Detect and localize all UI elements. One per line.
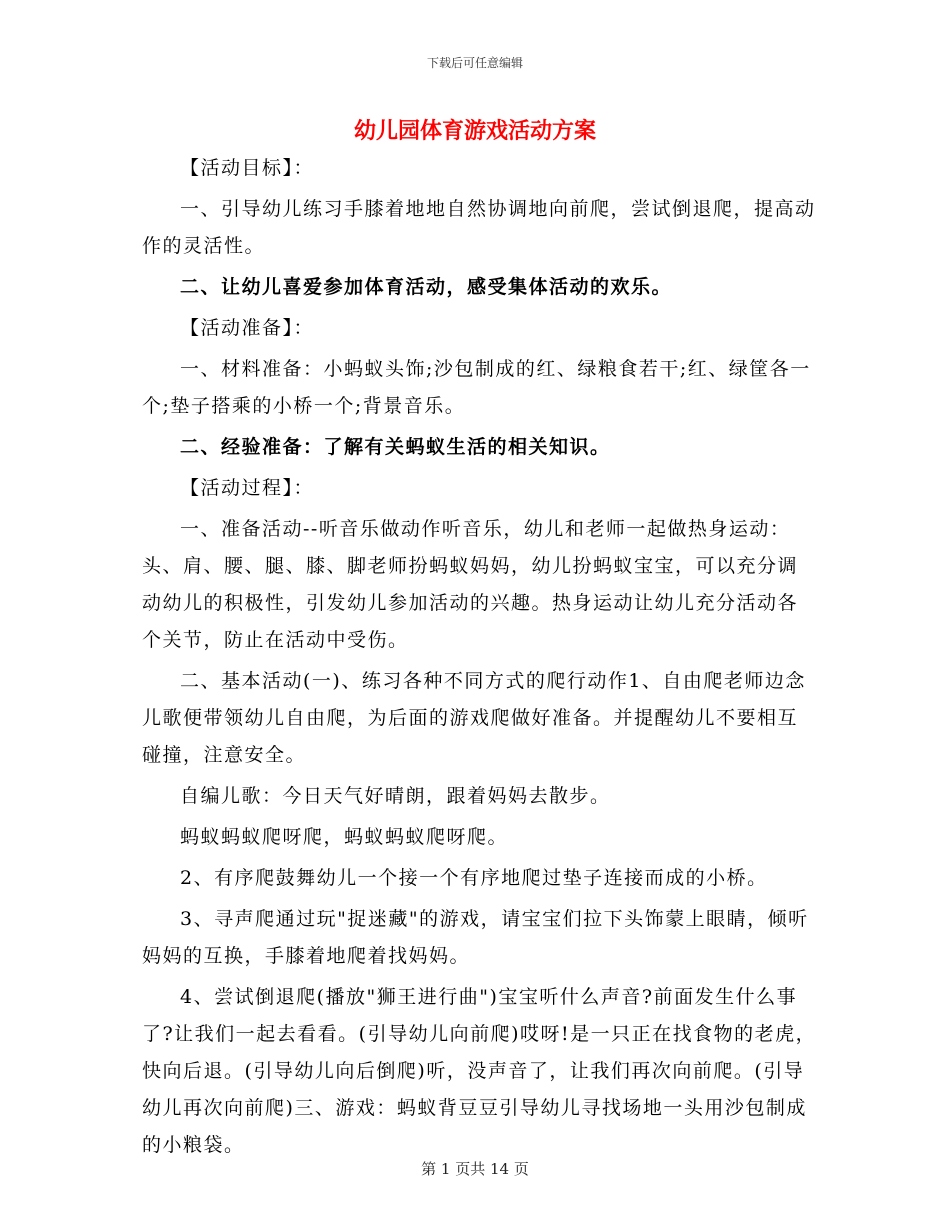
paragraph: 3、寻声爬通过玩"捉迷藏"的游戏，请宝宝们拉下头饰蒙上眼睛，倾听妈妈的互换，手膝着地爬着找妈妈。 <box>142 908 809 967</box>
paragraph-bold: 二、让幼儿喜爱参加体育活动，感受集体活动的欢乐。 <box>180 276 673 298</box>
document-title: 幼儿园体育游戏活动方案 <box>353 119 596 144</box>
paragraph: 4、尝试倒退爬(播放"狮王进行曲")宝宝听什么声音?前面发生什么事了?让我们一起去看看。(引导幼儿向前爬)哎呀!是一只正在找食物的老虎，快向后退。(引导幼儿向后倒爬)听，没声音了，让我们再次向前爬。(引导幼儿再次向前爬)三、游戏：蚂蚁背豆豆引导幼儿寻找场地一头用沙包制成的小粮袋。 <box>142 986 817 1156</box>
paragraph: 蚂蚁蚂蚁爬呀爬，蚂蚁蚂蚁爬呀爬。 <box>180 826 509 848</box>
section-heading-goals: 【活动目标】： <box>180 157 315 179</box>
paragraph-bold: 二、经验准备：了解有关蚂蚁生活的相关知识。 <box>180 436 611 458</box>
paragraph: 一、准备活动--听音乐做动作听音乐，幼儿和老师一起做热身运动：头、肩、腰、腿、膝、脚老师扮蚂蚁妈妈，幼儿扮蚂蚁宝宝，可以充分调动幼儿的积极性，引发幼儿参加活动的兴趣。热身运动让幼儿充分活动各个关节，防止在活动中受伤。 <box>142 518 799 651</box>
section-heading-preparation: 【活动准备】： <box>180 317 315 339</box>
paragraph: 一、材料准备：小蚂蚁头饰;沙包制成的红、绿粮食若干;红、绿筐各一个;垫子搭乘的小桥一个;背景音乐。 <box>142 358 811 417</box>
paragraph: 二、基本活动(一)、练习各种不同方式的爬行动作1、自由爬老师边念儿歌便带领幼儿自由爬，为后面的游戏爬做好准备。并提醒幼儿不要相互碰撞，注意安全。 <box>142 670 806 766</box>
paragraph: 2、有序爬鼓舞幼儿一个接一个有序地爬过垫子连接而成的小桥。 <box>180 867 768 889</box>
page-number: 第 1 页共 14 页 <box>421 1160 529 1178</box>
section-heading-process: 【活动过程】： <box>180 477 315 499</box>
paragraph: 一、引导幼儿练习手膝着地地自然协调地向前爬，尝试倒退爬，提高动作的灵活性。 <box>142 198 816 257</box>
page-header-note: 下载后可任意编辑 <box>426 56 523 70</box>
paragraph: 自编儿歌：今日天气好晴朗，跟着妈妈去散步。 <box>180 785 611 807</box>
document-body <box>142 150 817 1164</box>
